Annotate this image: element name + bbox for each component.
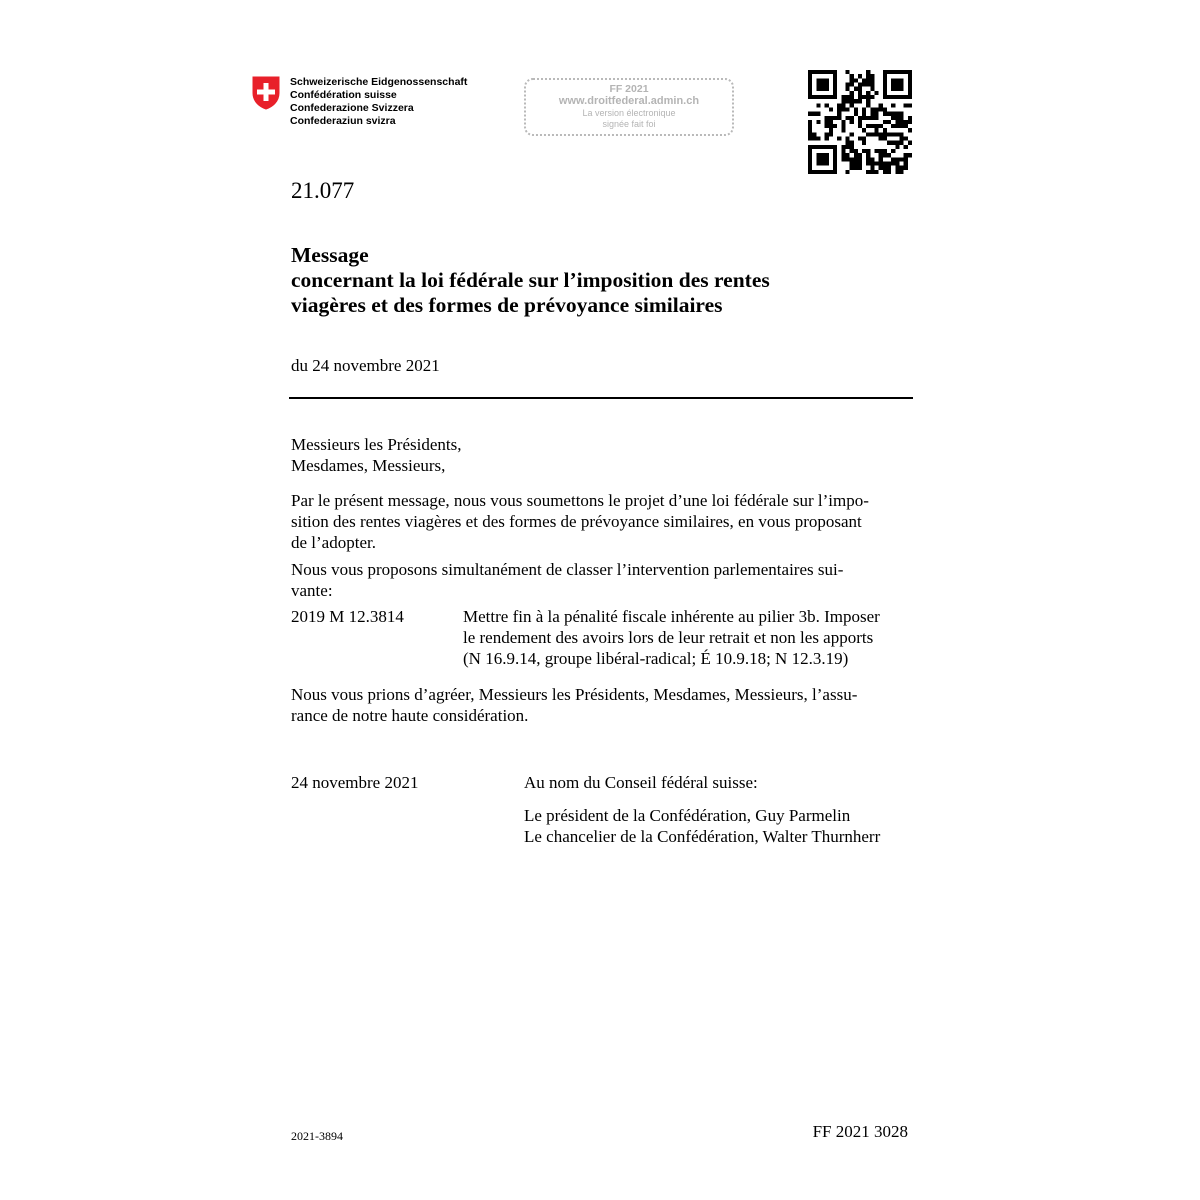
salutation-line: Messieurs les Présidents, [291, 435, 462, 454]
title-line: Message [291, 243, 369, 267]
swiss-cross-shield-icon [252, 76, 280, 110]
stamp-line-1: FF 2021 [609, 83, 649, 95]
header-divider [289, 397, 913, 399]
signature-president: Le président de la Confédération, Guy Parmelin [524, 806, 851, 825]
closing-line: rance de notre haute considération. [291, 706, 529, 725]
paragraph-line: Par le présent message, nous vous soumettons le projet d’une loi fédérale sur l’impo- [291, 491, 869, 510]
stamp-line-3: La version électronique [582, 108, 676, 118]
signature-chancellor: Le chancelier de la Confédération, Walter Thurnherr [524, 827, 881, 846]
intervention-id: 2019 M 12.3814 [291, 607, 404, 626]
org-name-rm: Confederaziun svizra [290, 115, 396, 127]
paragraph-line: vante: [291, 581, 333, 600]
org-name-fr: Confédération suisse [290, 89, 397, 101]
document-number: 21.077 [291, 178, 355, 203]
document-title [291, 243, 911, 318]
stamp-line-2: www.droitfederal.admin.ch [558, 95, 700, 107]
qr-code-icon [808, 70, 912, 174]
closing-line: Nous vous prions d’agréer, Messieurs les Présidents, Mesdames, Messieurs, l’assu- [291, 685, 858, 704]
salutation-line: Mesdames, Messieurs, [291, 456, 446, 475]
signature-on-behalf: Au nom du Conseil fédéral suisse: [524, 773, 758, 792]
signature-date: 24 novembre 2021 [291, 773, 419, 792]
document-date: du 24 novembre 2021 [291, 356, 440, 375]
intervention-line: le rendement des avoirs lors de leur retrait et non les apports [463, 628, 874, 647]
stamp-line-4: signée fait foi [602, 119, 656, 129]
paragraph-line: sition des rentes viagères et des formes de prévoyance similaires, en vous proposant [291, 512, 862, 531]
footer-page-id: FF 2021 3028 [812, 1122, 908, 1141]
org-names [290, 76, 467, 128]
intervention-text [463, 606, 910, 669]
salutation [291, 434, 909, 476]
paragraph-line: de l’adopter. [291, 533, 376, 552]
paragraph-line: Nous vous proposons simultanément de classer l’intervention parlementaires sui- [291, 560, 844, 579]
paragraph-classification [291, 559, 909, 601]
paragraph-proposal [291, 490, 909, 553]
org-name-it: Confederazione Svizzera [290, 102, 414, 114]
intervention-line: (N 16.9.14, groupe libéral-radical; É 10.9.18; N 12.3.19) [463, 649, 849, 668]
footer-reference: 2021-3894 [291, 1129, 343, 1143]
title-line: viagères et des formes de prévoyance similaires [291, 293, 723, 317]
intervention-line: Mettre fin à la pénalité fiscale inhérente au pilier 3b. Imposer [463, 607, 880, 626]
closing-paragraph [291, 684, 909, 726]
federal-logo [252, 76, 467, 128]
title-line: concernant la loi fédérale sur l’imposition des rentes [291, 268, 770, 292]
org-name-de: Schweizerische Eidgenossenschaft [290, 76, 468, 88]
electronic-signature-stamp [524, 78, 734, 136]
